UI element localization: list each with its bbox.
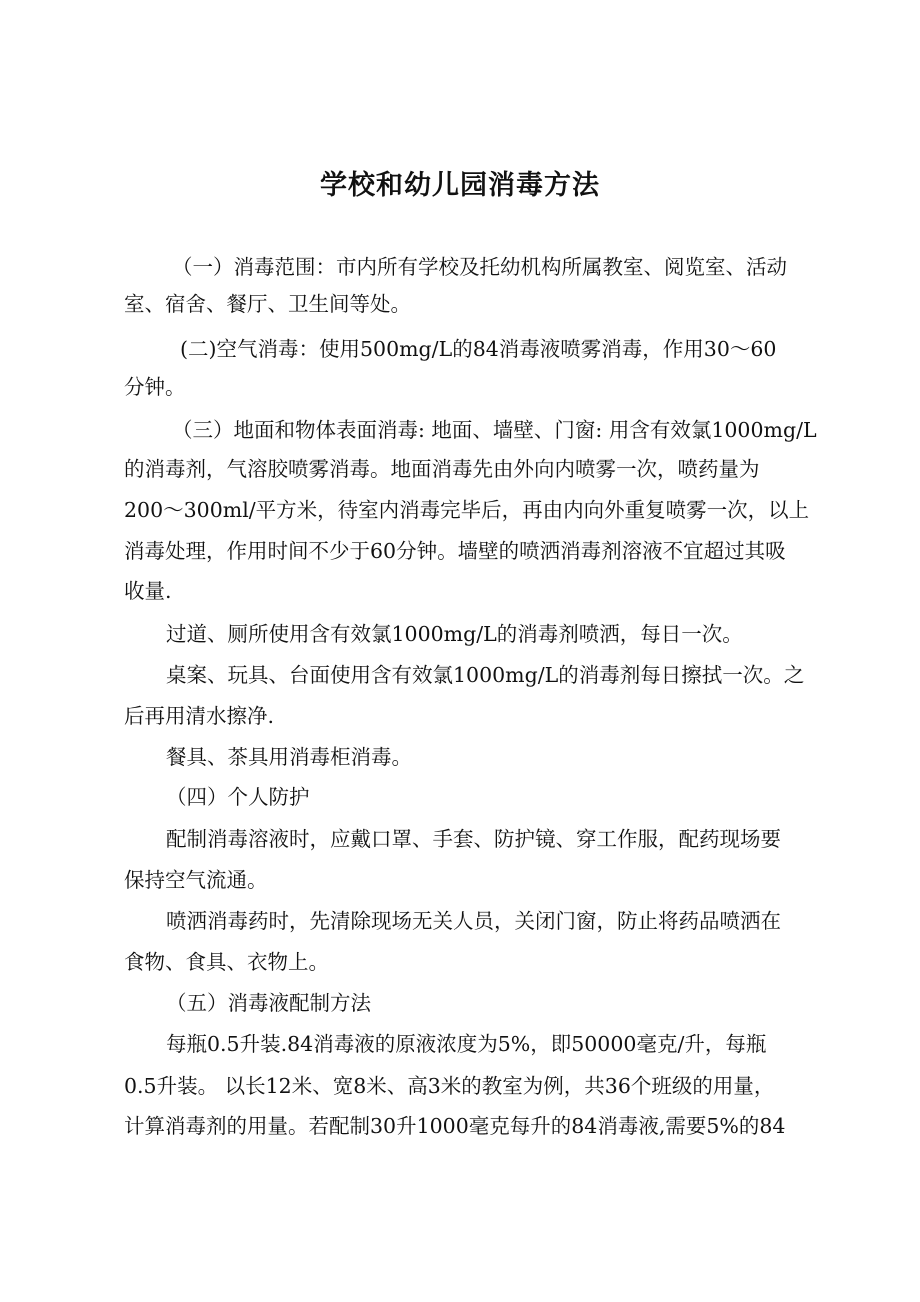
paragraph-line: 计算消毒剂的用量。若配制30升1000毫克每升的84消毒液,需要5%的84 bbox=[124, 1114, 786, 1138]
section-heading: （五）消毒液配制方法 bbox=[166, 991, 371, 1015]
paragraph-line: （三）地面和物体表面消毒: 地面、墙壁、门窗: 用含有效氯1000mg/L bbox=[172, 418, 817, 442]
paragraph-line: 保持空气流通。 bbox=[124, 868, 268, 892]
paragraph-line: 200～300ml/平方米，待室内消毒完毕后，再由内向外重复喷雾一次，以上 bbox=[124, 498, 810, 522]
paragraph-line: 分钟。 bbox=[124, 375, 186, 399]
paragraph-line: 食物、食具、衣物上。 bbox=[124, 950, 329, 974]
paragraph-line: 收量. bbox=[124, 579, 172, 603]
paragraph-line: 的消毒剂，气溶胶喷雾消毒。地面消毒先由外向内喷雾一次，喷药量为 bbox=[124, 457, 760, 481]
paragraph-line: 喷洒消毒药时，先清除现场无关人员，关闭门窗，防止将药品喷洒在 bbox=[166, 909, 781, 933]
paragraph-line: 餐具、茶具用消毒柜消毒。 bbox=[166, 745, 412, 769]
document-title: 学校和幼儿园消毒方法 bbox=[320, 170, 600, 201]
paragraph-line: 后再用清水擦净. bbox=[124, 704, 275, 728]
paragraph-line: 0.5升装。 以长12米、宽8米、高3米的教室为例，共36个班级的用量， bbox=[124, 1074, 775, 1098]
paragraph-line: （一）消毒范围：市内所有学校及托幼机构所属教室、阅览室、活动 bbox=[172, 255, 787, 279]
paragraph-line: 消毒处理，作用时间不少于60分钟。墙壁的喷洒消毒剂溶液不宜超过其吸 bbox=[124, 539, 786, 563]
paragraph-line: (二)空气消毒：使用500mg/L的84消毒液喷雾消毒，作用30～60 bbox=[180, 337, 777, 361]
paragraph-line: 配制消毒溶液时，应戴口罩、手套、防护镜、穿工作服，配药现场要 bbox=[166, 827, 781, 851]
section-heading: （四）个人防护 bbox=[166, 785, 310, 809]
paragraph-line: 桌案、玩具、台面使用含有效氯1000mg/L的消毒剂每日擦拭一次。之 bbox=[166, 663, 805, 687]
paragraph-line: 过道、厕所使用含有效氯1000mg/L的消毒剂喷洒，每日一次。 bbox=[166, 622, 743, 646]
paragraph-line: 室、宿舍、餐厅、卫生间等处。 bbox=[124, 292, 411, 316]
paragraph-line: 每瓶0.5升装.84消毒液的原液浓度为5%，即50000毫克/升，每瓶 bbox=[166, 1032, 767, 1056]
